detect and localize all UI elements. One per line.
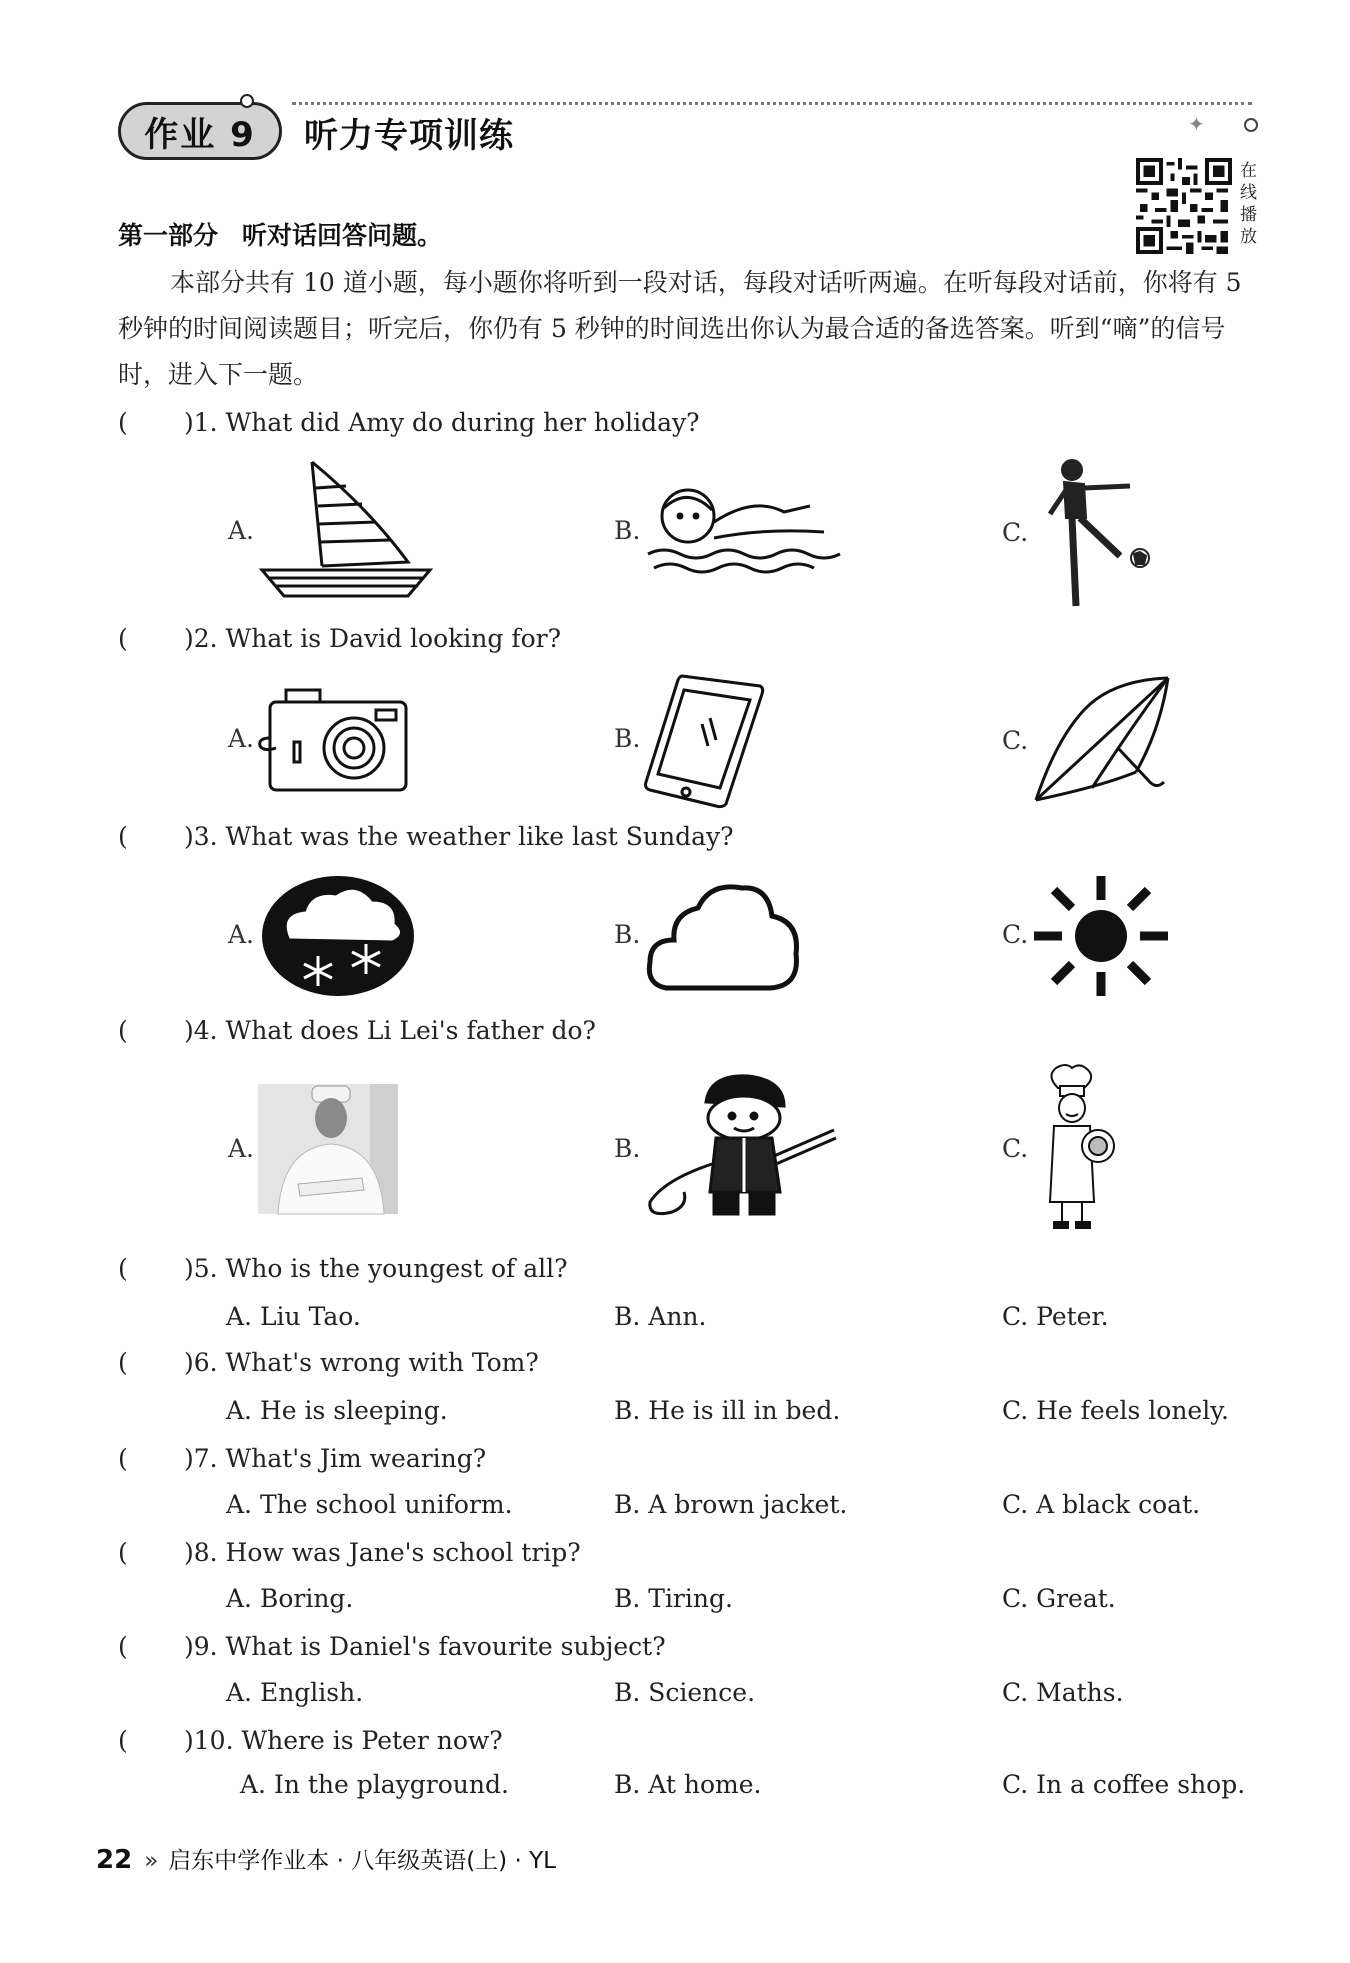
option-label[interactable]: B. bbox=[614, 724, 641, 753]
question-5 bbox=[118, 1254, 568, 1283]
option-b[interactable]: B. Science. bbox=[614, 1678, 756, 1707]
option-label[interactable]: A. bbox=[228, 724, 255, 753]
option-b[interactable]: B. He is ill in bed. bbox=[614, 1396, 841, 1425]
swimmer-icon[interactable] bbox=[644, 476, 844, 586]
option-c[interactable]: C. A black coat. bbox=[1002, 1490, 1201, 1519]
question-text: )1. What did Amy do during her holiday? bbox=[184, 408, 700, 437]
option-a[interactable]: A. Boring. bbox=[226, 1584, 354, 1613]
header-line-end-circle bbox=[1244, 118, 1258, 132]
question-text: )2. What is David looking for? bbox=[184, 624, 561, 653]
option-a[interactable]: A. He is sleeping. bbox=[226, 1396, 448, 1425]
umbrella-icon[interactable] bbox=[1032, 676, 1174, 806]
option-a[interactable]: A. In the playground. bbox=[240, 1770, 509, 1799]
answer-blank[interactable]: ( bbox=[118, 408, 128, 437]
option-b[interactable]: B. Tiring. bbox=[614, 1584, 733, 1613]
question-4 bbox=[118, 1016, 596, 1045]
answer-blank[interactable]: ( bbox=[118, 822, 128, 851]
question-6 bbox=[118, 1348, 539, 1377]
book-title: 启东中学作业本 · 八年级英语(上) · YL bbox=[168, 1848, 556, 1874]
section-part: 第一部分 bbox=[118, 221, 219, 250]
qr-code-icon[interactable] bbox=[1136, 158, 1232, 254]
question-text: )8. How was Jane's school trip? bbox=[184, 1538, 581, 1567]
question-2 bbox=[118, 624, 561, 653]
option-label[interactable]: C. bbox=[1002, 920, 1029, 949]
option-label[interactable]: B. bbox=[614, 516, 641, 545]
answer-blank[interactable]: ( bbox=[118, 1538, 128, 1567]
answer-blank[interactable]: ( bbox=[118, 624, 128, 653]
chef-icon[interactable] bbox=[1036, 1062, 1118, 1232]
question-text: )4. What does Li Lei's father do? bbox=[184, 1016, 596, 1045]
badge-dot bbox=[240, 94, 254, 108]
page-title: 听力专项训练 bbox=[304, 116, 514, 156]
answer-blank[interactable]: ( bbox=[118, 1726, 128, 1755]
header-dotted-line bbox=[292, 102, 1252, 107]
answer-blank[interactable]: ( bbox=[118, 1016, 128, 1045]
option-c[interactable]: C. In a coffee shop. bbox=[1002, 1770, 1246, 1799]
question-1 bbox=[118, 408, 700, 437]
question-10 bbox=[118, 1726, 503, 1755]
option-label[interactable]: C. bbox=[1002, 1134, 1029, 1163]
option-c[interactable]: C. Maths. bbox=[1002, 1678, 1124, 1707]
question-7 bbox=[118, 1444, 486, 1473]
answer-blank[interactable]: ( bbox=[118, 1632, 128, 1661]
option-label[interactable]: A. bbox=[228, 920, 255, 949]
section-task: 听对话回答问题。 bbox=[242, 221, 443, 250]
homework-badge: 作业 9 bbox=[118, 102, 282, 160]
question-text: )10. Where is Peter now? bbox=[184, 1726, 503, 1755]
option-a[interactable]: A. English. bbox=[226, 1678, 364, 1707]
sun-icon[interactable] bbox=[1032, 874, 1170, 998]
option-label[interactable]: A. bbox=[228, 516, 255, 545]
smartphone-icon[interactable] bbox=[642, 672, 766, 810]
question-text: )7. What's Jim wearing? bbox=[184, 1444, 487, 1473]
chevron-right-icon: » bbox=[144, 1848, 159, 1874]
option-label[interactable]: A. bbox=[228, 1134, 255, 1163]
firefighter-icon[interactable] bbox=[644, 1072, 840, 1220]
page-number: 22 bbox=[96, 1845, 133, 1875]
football-player-icon[interactable] bbox=[1040, 456, 1160, 612]
option-c[interactable]: C. He feels lonely. bbox=[1002, 1396, 1229, 1425]
question-text: )6. What's wrong with Tom? bbox=[184, 1348, 539, 1377]
section-heading bbox=[118, 216, 466, 252]
option-c[interactable]: C. Great. bbox=[1002, 1584, 1116, 1613]
question-3 bbox=[118, 822, 734, 851]
sparkle-icon: ✦ bbox=[1188, 112, 1205, 136]
question-text: )9. What is Daniel's favourite subject? bbox=[184, 1632, 666, 1661]
question-text: )3. What was the weather like last Sunday? bbox=[184, 822, 734, 851]
option-c[interactable]: C. Peter. bbox=[1002, 1302, 1109, 1331]
doctor-photo-icon[interactable] bbox=[258, 1084, 398, 1214]
sailboat-icon[interactable] bbox=[258, 458, 438, 604]
option-b[interactable]: B. Ann. bbox=[614, 1302, 707, 1331]
question-8 bbox=[118, 1538, 581, 1567]
question-9 bbox=[118, 1632, 666, 1661]
page-footer bbox=[96, 1842, 556, 1875]
qr-label: 在线播放 bbox=[1240, 161, 1257, 247]
question-text: )5. Who is the youngest of all? bbox=[184, 1254, 568, 1283]
option-label[interactable]: C. bbox=[1002, 518, 1029, 547]
option-a[interactable]: A. Liu Tao. bbox=[226, 1302, 361, 1331]
section-instructions: 本部分共有 10 道小题，每小题你将听到一段对话，每段对话听两遍。在听每段对话前，你将有 5 秒钟的时间阅读题目；听完后，你仍有 5 秒钟的时间选出你认为最合适的备选答案。听到“嘀”的信号时，进入下一题。 bbox=[118, 268, 1242, 389]
camera-icon[interactable] bbox=[256, 684, 412, 796]
answer-blank[interactable]: ( bbox=[118, 1348, 128, 1377]
cloud-icon[interactable] bbox=[644, 878, 804, 996]
option-label[interactable]: B. bbox=[614, 1134, 641, 1163]
option-label[interactable]: B. bbox=[614, 920, 641, 949]
option-a[interactable]: A. The school uniform. bbox=[226, 1490, 513, 1519]
snow-cloud-icon[interactable] bbox=[260, 874, 416, 998]
option-b[interactable]: B. At home. bbox=[614, 1770, 762, 1799]
option-label[interactable]: C. bbox=[1002, 726, 1029, 755]
answer-blank[interactable]: ( bbox=[118, 1444, 128, 1473]
answer-blank[interactable]: ( bbox=[118, 1254, 128, 1283]
option-b[interactable]: B. A brown jacket. bbox=[614, 1490, 848, 1519]
